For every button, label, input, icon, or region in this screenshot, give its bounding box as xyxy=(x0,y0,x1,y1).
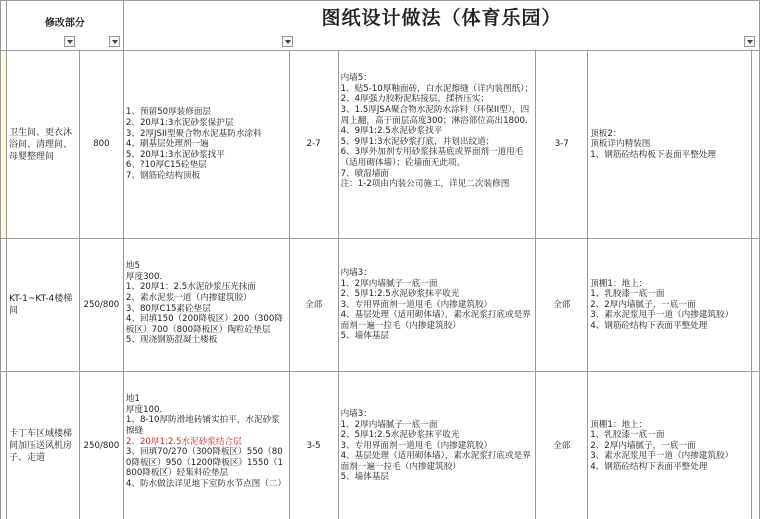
wall-method-cell[interactable] xyxy=(338,51,536,239)
edge-cell xyxy=(751,372,759,519)
text-line: 4、钢筋砼结构下表面平整处理 xyxy=(590,461,708,472)
text-line: 4、防水做法详见地下室防水节点图（二） xyxy=(125,478,287,489)
text-line: 3、80厚C15素砼垫层 xyxy=(125,303,211,314)
text-line: 3、素水泥浆甩手一道（内掺建筑胶） xyxy=(590,310,734,321)
range-cell[interactable]: 全部 xyxy=(289,239,338,372)
text-line: 1、乳胶漆一底一面 xyxy=(590,289,665,300)
text-line: 1、8-10厚防滑地砖铺实拍平，水泥砂浆擦缝 xyxy=(125,415,280,436)
header-col-label: 修改部分 xyxy=(44,18,85,29)
text-line: 2、素水泥浆一道（内掺建筑胶） xyxy=(125,292,252,303)
edge-cell xyxy=(751,239,759,372)
text-line: 1、预留50厚装修面层 xyxy=(125,107,212,118)
filter-dropdown-icon[interactable] xyxy=(282,36,293,47)
text-line: 7、钢筋砼结构顶板 xyxy=(125,170,201,181)
text-line: 顶棚1：地上： xyxy=(590,278,648,289)
ceiling-method-cell[interactable] xyxy=(588,372,752,519)
floor-lines xyxy=(126,261,287,346)
text-line: 厚度100. xyxy=(125,404,163,415)
code-cell[interactable]: 250/800 xyxy=(79,239,123,372)
text-line: 2、4厚强力胶粉泥粘接层，揉挤压实； xyxy=(340,94,490,105)
text-line: 2、5厚1:2.5水泥砂浆抹平收光 xyxy=(340,289,460,300)
text-line: 地1 xyxy=(125,394,140,405)
floor-lines xyxy=(126,107,287,181)
wall-lines xyxy=(341,409,534,483)
text-line: 1、贴5-10厚釉面砖，白水泥擦缝（详内装图纸）； xyxy=(340,83,534,94)
text-line: 内墙5： xyxy=(340,73,372,84)
text-line: 顶板详内精装图 xyxy=(590,139,651,150)
text-line: 2、5厚1:2.5水泥砂浆抹平收光 xyxy=(340,430,460,441)
header-cell-part xyxy=(6,1,123,51)
text-line: 4、回填150（200降板区）200（300降板区）700（800降板区）陶粒砼垫层 xyxy=(125,314,283,335)
text-line: 2、20厚1:2.5水泥砂浆结合层 xyxy=(125,436,242,447)
text-line: 4、9厚1:2.5水泥砂浆找平 xyxy=(340,126,443,137)
text-line: 5、20厚1:3水泥砂浆找平 xyxy=(125,149,225,160)
text-line: 1、2厚内墙腻子一底一面 xyxy=(340,419,438,430)
text-line: 3、1.5厚JSA聚合物水泥防水涂料（环保II型），四周上翻，高于面层高度300；淋浴部位高出1800. xyxy=(340,104,530,126)
text-line: 内墙3： xyxy=(340,267,372,278)
text-line: 7、喷湿墙面 xyxy=(340,168,390,179)
ceiling-lines xyxy=(590,129,749,161)
page-title: 图纸设计做法（体育乐园） xyxy=(321,7,562,29)
text-line: 3、专用界面剂一道甩毛（内掺建筑胶） xyxy=(340,299,493,310)
text-line: 3、2厚JSII型聚合物水泥基防水涂料 xyxy=(125,128,262,139)
wall-lines xyxy=(341,268,534,342)
wall-method-cell[interactable] xyxy=(338,239,536,372)
text-line: 2、20厚1:3水泥砂浆保护层 xyxy=(125,118,234,129)
range-cell[interactable]: 2-7 xyxy=(289,51,338,239)
text-line: 顶棚1：地上： xyxy=(590,419,648,430)
text-line: 5、墙体基层 xyxy=(340,472,390,483)
range-cell[interactable]: 3-7 xyxy=(536,51,588,239)
text-line: 4、基层处理（适用砌体墙），素水泥浆打底或是界面剂一遍一拉毛（内掺建筑胶） xyxy=(340,310,531,331)
text-line: 5、9厚1:3水泥砂浆打底，并划出纹道； xyxy=(340,136,495,147)
ceiling-lines xyxy=(590,279,749,332)
header-row xyxy=(1,1,760,51)
code-cell[interactable]: 800 xyxy=(79,51,123,239)
text-line: 3、回填70/270（300降板区）550（800降板区）950（1200降板区）1550（1800降板区）轻集料砼垫层 xyxy=(125,447,283,479)
ceiling-method-cell[interactable] xyxy=(588,239,752,372)
text-line: 2、2厚内墙腻子，一底一面 xyxy=(590,440,696,451)
range-cell[interactable]: 全部 xyxy=(536,239,588,372)
text-line: 6、3厚外加剂专用砂浆抹基底或界面剂一道甩毛（适用砌体墙）；砼墙面无此项。 xyxy=(340,147,524,168)
text-line: 内墙3： xyxy=(340,408,372,419)
location-cell[interactable]: 卡丁车区域楼梯间加压送风机房子、走道 xyxy=(6,372,79,519)
table-row xyxy=(1,51,760,239)
text-line: 4、基层处理（适用砌体墙），素水泥浆打底或是界面剂一遍一拉毛（内掺建筑胶） xyxy=(340,451,531,472)
table-row xyxy=(1,239,760,372)
floor-lines xyxy=(126,394,287,489)
floor-method-cell[interactable] xyxy=(123,372,289,519)
text-line: 地5 xyxy=(125,261,140,272)
text-line: 2、2厚内墙腻子，一底一面 xyxy=(590,299,696,310)
text-line: 1、钢筋砼结构板下表面平整处理 xyxy=(590,149,716,160)
ceiling-method-cell[interactable] xyxy=(588,51,752,239)
text-line: 顶板2： xyxy=(590,128,622,139)
header-cell-title xyxy=(123,1,759,51)
range-cell[interactable]: 全部 xyxy=(536,372,588,519)
text-line: 6、?10厚C15砼垫层 xyxy=(125,160,207,171)
text-line: 1、20厚1：2.5水泥砂浆压光抹面 xyxy=(125,282,256,293)
text-line: 4、刷基层处理剂一遍 xyxy=(125,139,209,150)
text-line: 1、2厚内墙腻子一底一面 xyxy=(340,278,438,289)
wall-method-cell[interactable] xyxy=(338,372,536,519)
filter-dropdown-icon[interactable] xyxy=(109,36,120,47)
wall-lines xyxy=(341,73,534,190)
ceiling-lines xyxy=(590,420,749,473)
text-line: 厚度300. xyxy=(125,271,163,282)
text-line: 1、乳胶漆一底一面 xyxy=(590,430,665,441)
text-line: 3、专用界面剂一道甩毛（内掺建筑胶） xyxy=(340,440,493,451)
text-line: 注：1-2项由内装公司施工，详见二次装修图 xyxy=(340,179,510,190)
range-cell[interactable]: 3-5 xyxy=(289,372,338,519)
filter-dropdown-icon[interactable] xyxy=(64,36,75,47)
location-cell[interactable]: 卫生间、更衣沐浴间、清理间、母婴整理间 xyxy=(6,51,79,239)
floor-method-cell[interactable] xyxy=(123,51,289,239)
location-cell[interactable]: KT-1~KT-4楼梯间 xyxy=(6,239,79,372)
text-line: 4、钢筋砼结构下表面平整处理 xyxy=(590,320,708,331)
code-cell[interactable]: 250/800 xyxy=(79,372,123,519)
edge-cell xyxy=(751,51,759,239)
floor-method-cell[interactable] xyxy=(123,239,289,372)
text-line: 5、现浇钢筋混凝土楼板 xyxy=(125,335,218,346)
text-line: 3、素水泥浆甩手一道（内掺建筑胶） xyxy=(590,451,734,462)
filter-dropdown-icon[interactable] xyxy=(744,36,755,47)
table-row xyxy=(1,372,760,519)
text-line: 5、墙体基层 xyxy=(340,331,390,342)
